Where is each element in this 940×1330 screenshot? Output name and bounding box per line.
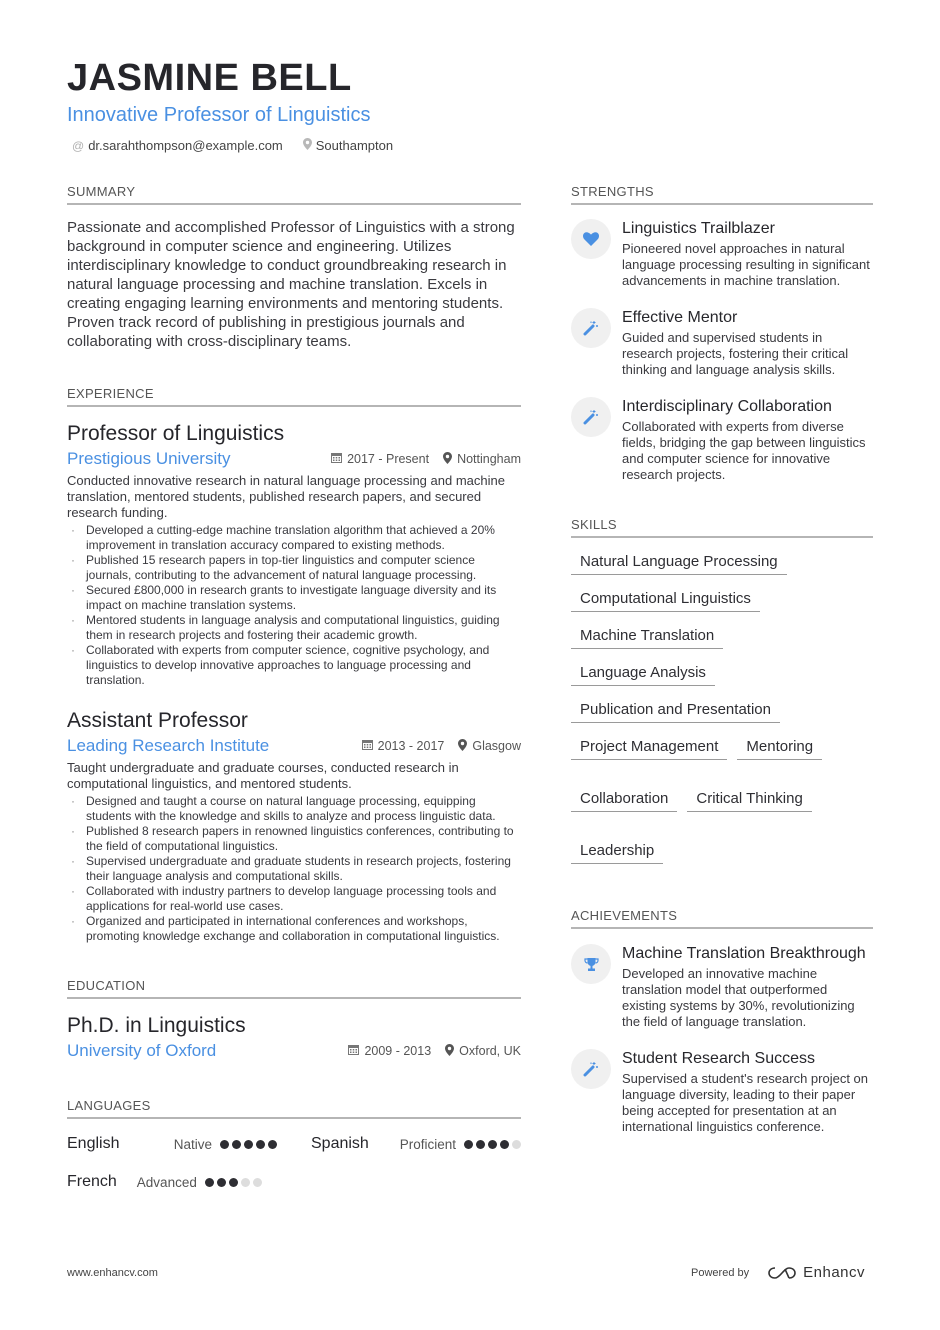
education-meta-row (67, 1040, 521, 1062)
degree: Ph.D. in Linguistics (67, 1014, 246, 1037)
job-bullets (67, 794, 521, 944)
achievements-section (571, 908, 873, 1135)
summary-section (67, 184, 521, 351)
job-title: Professor of Linguistics (67, 422, 285, 445)
dates-text: 2009 - 2013 (364, 1044, 432, 1058)
empty-dot (253, 1178, 262, 1187)
language-proficiency (174, 1137, 277, 1152)
magic-wand-icon (571, 397, 611, 437)
bullet-item: · Designed and taught a course on natural language processing, equipping students with the knowledge and skills to analyze and process linguistic data. (67, 794, 521, 824)
section-heading: SUMMARY (67, 184, 521, 205)
proficiency-dots (464, 1140, 521, 1149)
bullet-item: · Secured £800,000 in research grants to investigate language diversity and its impact on machine translation systems. (67, 583, 521, 613)
calendar-icon (362, 739, 373, 753)
powered-by-label: Powered by (691, 1266, 750, 1279)
strength-item (571, 219, 873, 289)
bullet-item: · Published 15 research papers in top-tier linguistics and computer science journals, contributing to the advancement of natural language processing. (67, 553, 521, 583)
education-entry (67, 1013, 521, 1062)
achievement-body (622, 1049, 873, 1135)
resume-header (67, 56, 887, 153)
language-proficiency (137, 1175, 262, 1190)
language-name: French (67, 1173, 117, 1190)
achievement-body (622, 944, 873, 1030)
achievement-title: Machine Translation Breakthrough (622, 945, 866, 962)
skill-tag: Machine Translation (571, 627, 723, 649)
section-heading: SKILLS (571, 517, 873, 538)
strength-title: Interdisciplinary Collaboration (622, 398, 832, 415)
language-level: Native (173, 1136, 212, 1152)
location-text: Oxford, UK (459, 1044, 521, 1058)
achievement-description: Developed an innovative machine translation model that outperformed existing systems by 30%, revolutionizing the field of language translation. (622, 966, 855, 1029)
strength-body (622, 397, 873, 483)
language-name: Spanish (311, 1135, 369, 1152)
filled-dot (244, 1140, 253, 1149)
footer (67, 1264, 865, 1281)
filled-dot (268, 1140, 277, 1149)
location-text: Nottingham (457, 452, 521, 466)
experience-section (67, 386, 521, 944)
skill-tag: Computational Linguistics (571, 590, 760, 612)
education-section (67, 978, 521, 1062)
skill-tag: Critical Thinking (687, 790, 811, 812)
education-location (445, 1044, 521, 1059)
section-heading: LANGUAGES (67, 1098, 521, 1119)
job-title: Assistant Professor (67, 709, 248, 732)
infinity-logo-icon (767, 1265, 797, 1281)
section-heading: ACHIEVEMENTS (571, 908, 873, 929)
languages-section (67, 1098, 521, 1191)
bullet-item: · Mentored students in language analysis and computational linguistics, guiding them in research projects and fostering their academic growth. (67, 613, 521, 643)
job-description: Conducted innovative research in natural language processing and machine translation, mentored students, published research papers, and secured research funding. (67, 473, 505, 520)
bullet-item: · Supervised undergraduate and graduate students in research projects, fostering their language analysis and computational skills. (67, 854, 521, 884)
job-dates (331, 452, 429, 466)
section-heading: EXPERIENCE (67, 386, 521, 407)
bullet-item: · Published 8 research papers in renowned linguistics conferences, contributing to the field of computational linguistics. (67, 824, 521, 854)
brand-logo[interactable] (767, 1264, 865, 1281)
bullet-item: · Organized and participated in international conferences and workshops, promoting knowledge exchange and collaboration in computational linguistics. (67, 914, 521, 944)
company-name: Leading Research Institute (67, 736, 270, 755)
experience-entry (67, 708, 521, 944)
section-heading: STRENGTHS (571, 184, 873, 205)
job-meta (331, 452, 521, 467)
dates-text: 2013 - 2017 (377, 739, 445, 753)
magic-wand-icon (571, 1049, 611, 1089)
filled-dot (229, 1178, 238, 1187)
filled-dot (488, 1140, 497, 1149)
job-dates (362, 739, 445, 753)
skill-tag: Publication and Presentation (571, 701, 780, 723)
strength-title: Linguistics Trailblazer (622, 220, 775, 237)
education-meta (348, 1044, 521, 1059)
contact-info (67, 138, 887, 153)
strength-description: Guided and supervised students in research projects, fostering their critical thinking and language analysis skills. (622, 330, 849, 377)
filled-dot (256, 1140, 265, 1149)
section-heading: EDUCATION (67, 978, 521, 999)
job-description: Taught undergraduate and graduate courses, conducted research in computational linguistics, and mentored students. (67, 760, 459, 791)
bullet-item: · Developed a cutting-edge machine translation algorithm that achieved a 20% improvement in translation accuracy compared to existing methods. (67, 523, 521, 553)
filled-dot (205, 1178, 214, 1187)
proficiency-dots (205, 1178, 262, 1187)
calendar-icon (348, 1044, 359, 1058)
language-level: Proficient (399, 1136, 456, 1152)
filled-dot (220, 1140, 229, 1149)
filled-dot (232, 1140, 241, 1149)
location-text: Glasgow (472, 739, 521, 753)
school-name: University of Oxford (67, 1041, 217, 1060)
website-link[interactable]: www.enhancv.com (67, 1266, 158, 1279)
strength-item (571, 397, 873, 483)
language-item (311, 1135, 521, 1153)
map-pin-icon (445, 1044, 454, 1059)
email-text: dr.sarahthompson@example.com (88, 138, 283, 153)
filled-dot (464, 1140, 473, 1149)
strength-body (622, 308, 873, 378)
filled-dot (500, 1140, 509, 1149)
skills-list (571, 553, 873, 864)
brand-name: Enhancv (803, 1264, 865, 1281)
right-column (571, 184, 873, 1135)
job-meta-row (67, 448, 521, 470)
language-proficiency (400, 1137, 521, 1152)
strength-body (622, 219, 873, 289)
achievement-item (571, 944, 873, 1030)
calendar-icon (331, 452, 342, 466)
strength-description: Collaborated with experts from diverse fields, bridging the gap between linguistics and computer science for innovative research projects. (622, 419, 866, 482)
strengths-section (571, 184, 873, 483)
achievement-description: Supervised a student's research project on language diversity, leading to their paper being accepted for presentation at an international linguistics conference. (622, 1071, 869, 1134)
experience-entry (67, 421, 521, 688)
powered-by (691, 1264, 865, 1281)
achievement-title: Student Research Success (622, 1050, 815, 1067)
magic-wand-icon (571, 308, 611, 348)
strength-item (571, 308, 873, 378)
languages-list (67, 1135, 521, 1191)
filled-dot (476, 1140, 485, 1149)
heart-icon (571, 219, 611, 259)
contact-email[interactable] (72, 138, 283, 153)
skill-tag: Natural Language Processing (571, 553, 787, 575)
candidate-title: Innovative Professor of Linguistics (67, 104, 371, 126)
language-item (67, 1173, 277, 1191)
language-name: English (67, 1135, 120, 1152)
contact-location (303, 138, 393, 153)
strength-description: Pioneered novel approaches in natural language processing resulting in significant advancements in machine translation. (622, 241, 870, 288)
filled-dot (217, 1178, 226, 1187)
company-name: Prestigious University (67, 449, 231, 468)
skill-tag: Leadership (571, 842, 663, 864)
empty-dot (512, 1140, 521, 1149)
job-location (443, 452, 521, 467)
map-pin-icon (458, 739, 467, 754)
empty-dot (241, 1178, 250, 1187)
skill-tag: Language Analysis (571, 664, 715, 686)
skill-tag: Collaboration (571, 790, 677, 812)
language-item (67, 1135, 277, 1153)
map-pin-icon (303, 138, 312, 153)
language-level: Advanced (136, 1174, 197, 1190)
proficiency-dots (220, 1140, 277, 1149)
at-icon: @ (72, 138, 85, 153)
job-bullets (67, 523, 521, 688)
skill-tag: Project Management (571, 738, 727, 760)
map-pin-icon (443, 452, 452, 467)
job-meta (362, 739, 521, 754)
job-location (458, 739, 521, 754)
location-text: Southampton (315, 138, 394, 153)
trophy-icon (571, 944, 611, 984)
bullet-item: · Collaborated with industry partners to develop language processing tools and applications for real-world use cases. (67, 884, 521, 914)
strength-title: Effective Mentor (622, 309, 738, 326)
job-meta-row (67, 735, 521, 757)
left-column (67, 184, 521, 1191)
candidate-name: JASMINE BELL (67, 57, 352, 99)
skill-tag: Mentoring (737, 738, 822, 760)
summary-text: Passionate and accomplished Professor of Linguistics with a strong background in computer science and engineering. Utilizes interdisciplinary knowledge to conduct groundbreaking research in natural language processing and machine translation. Excels in creating engaging learning environments and mentoring students. Proven track record of publishing in prestigious journals and collaborating with cross-disciplinary teams. (67, 219, 515, 350)
achievement-item (571, 1049, 873, 1135)
education-dates (348, 1044, 431, 1058)
bullet-item: · Collaborated with experts from computer science, cognitive psychology, and linguistics to develop innovative approaches to language processing and translation. (67, 643, 521, 688)
dates-text: 2017 - Present (347, 452, 430, 466)
skills-section (571, 517, 873, 864)
